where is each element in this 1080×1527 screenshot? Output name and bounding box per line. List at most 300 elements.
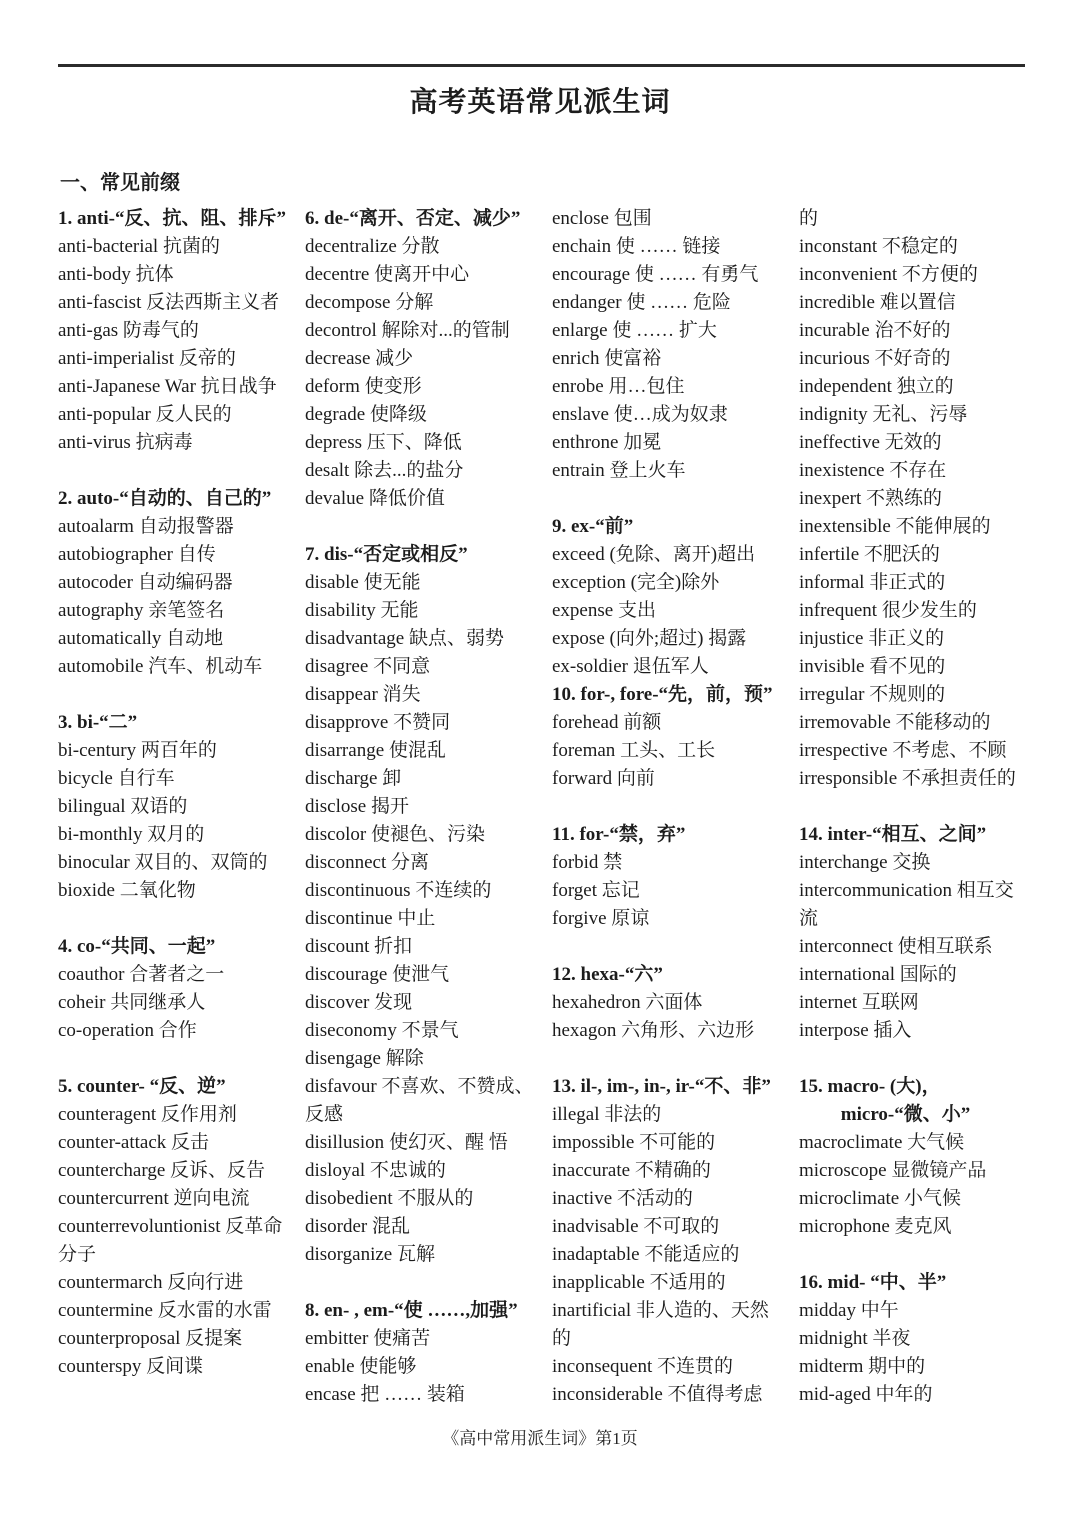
english-word: autocoder [58,572,133,593]
english-word: microclimate [799,1188,900,1209]
word-entry [305,1241,538,1269]
chinese-definition: 使无能 [363,572,421,593]
english-word: binocular [58,852,130,873]
english-word: disfavour [305,1076,377,1097]
chinese-definition: (完全)除外 [630,572,720,593]
english-word: injustice [799,628,864,649]
chinese-definition: 双月的 [147,824,205,845]
word-entry [58,1353,291,1381]
chinese-definition: 中止 [397,908,436,929]
word-entry [799,961,1032,989]
english-word: disclose [305,796,367,817]
chinese-definition: 不方便的 [901,264,978,285]
word-entry [552,1381,785,1409]
chinese-definition: 使 …… 危险 [626,292,731,313]
chinese-definition: 抗菌的 [162,236,220,257]
word-entry [58,821,291,849]
word-entry [58,233,291,261]
english-word: internet [799,992,858,1013]
word-entry [58,737,291,765]
word-entry [799,401,1032,429]
word-entry [305,765,538,793]
word-entry [305,1213,538,1241]
english-word: anti-imperialist [58,348,175,369]
word-entry [799,1129,1032,1157]
chinese-definition: 减少 [375,348,414,369]
chinese-definition: 忘记 [601,880,640,901]
english-word: disapprove [305,712,389,733]
word-entry [552,597,785,625]
english-word: incurable [799,320,870,341]
word-entry [552,1297,785,1353]
chinese-definition: 不服从的 [397,1188,474,1209]
english-word: midnight [799,1328,868,1349]
english-word: microscope [799,1160,887,1181]
word-entry [58,1017,291,1045]
chinese-definition: 使变形 [364,376,422,397]
word-entry [305,877,538,905]
word-entry [58,345,291,373]
word-entry [799,569,1032,597]
word-entry [799,513,1032,541]
chinese-definition: 相互交流 [799,880,1014,929]
chinese-definition: 使相互联系 [897,936,993,957]
english-word: disorganize [305,1244,393,1265]
word-entry [305,401,538,429]
chinese-definition: 半夜 [872,1328,911,1349]
word-entry [799,1381,1032,1409]
english-word: embitter [305,1328,369,1349]
chinese-definition: 不稳定的 [881,236,958,257]
chinese-definition: (向外;超过) 揭露 [609,628,747,649]
chinese-definition: 反革命分子 [58,1216,283,1265]
word-entry [799,1353,1032,1381]
prefix-heading: 1. anti-“反、抗、阻、排斥” [58,208,287,229]
english-word: decentre [305,264,370,285]
word-entry [552,233,785,261]
prefix-heading: 7. dis-“否定或相反” [305,544,468,565]
english-word: coauthor [58,964,125,985]
chinese-definition: 禁 [603,852,623,873]
chinese-definition: 不熟练的 [866,488,943,509]
word-entry [799,1325,1032,1353]
english-word: counteragent [58,1104,157,1125]
word-entry [58,1101,291,1129]
chinese-definition: 抗体 [135,264,174,285]
chinese-definition: 支出 [617,600,656,621]
chinese-definition: 治不好的 [874,320,951,341]
english-word: automobile [58,656,144,677]
chinese-definition: 无能 [380,600,419,621]
word-entry [552,345,785,373]
chinese-definition: 不能移动的 [895,712,991,733]
english-word: indignity [799,404,868,425]
word-entry [305,933,538,961]
english-word: mid-aged [799,1384,871,1405]
chinese-definition: 不赞同 [393,712,451,733]
english-word: infrequent [799,600,878,621]
chinese-definition: 二氧化物 [119,880,196,901]
english-word: autoalarm [58,516,134,537]
word-entry [552,373,785,401]
english-word: disconnect [305,852,387,873]
chinese-definition: 不考虑、不顾 [892,740,1007,761]
word-entry [799,317,1032,345]
chinese-definition: 使…成为奴隶 [613,404,728,425]
english-word: countercharge [58,1160,166,1181]
chinese-definition: 解除 [385,1048,424,1069]
chinese-definition: 中午 [860,1300,899,1321]
word-entry [552,1017,785,1045]
english-word: irremovable [799,712,891,733]
word-entry [305,681,538,709]
word-entry [305,1073,538,1129]
chinese-definition: 缺点、弱势 [408,628,504,649]
prefix-heading: 16. mid- “中、半” [799,1272,947,1293]
word-entry [58,653,291,681]
chinese-definition: 共同继承人 [110,992,206,1013]
chinese-definition: 不能适应的 [644,1244,740,1265]
chinese-definition: 不可能的 [639,1132,716,1153]
chinese-definition: 非法的 [604,1104,662,1125]
section-heading: 一、常见前缀 [60,172,180,194]
prefix-heading: 2. auto-“自动的、自己的” [58,488,272,509]
word-entry [305,1157,538,1185]
english-word: inextensible [799,516,891,537]
chinese-definition: 反击 [171,1132,210,1153]
english-word: anti-popular [58,404,151,425]
word-entry [305,1381,538,1409]
chinese-definition: 很少发生的 [881,600,977,621]
english-word: illegal [552,1104,600,1125]
word-entry [58,429,291,457]
word-entry [58,289,291,317]
english-word: enthrone [552,432,619,453]
chinese-definition: 无礼、污辱 [872,404,968,425]
chinese-definition: 国际的 [899,964,957,985]
word-entry [305,261,538,289]
chinese-definition: 不好奇的 [874,348,951,369]
chinese-definition: 使褪色、污染 [370,824,485,845]
chinese-definition: 麦克风 [894,1216,952,1237]
english-word: enchain [552,236,612,257]
word-entry [799,737,1032,765]
chinese-definition: 不能伸展的 [895,516,991,537]
word-entry [305,905,538,933]
chinese-definition: 揭开 [370,796,409,817]
chinese-definition: 不存在 [889,460,947,481]
word-entry [552,569,785,597]
chinese-definition: 逆向电流 [173,1188,250,1209]
english-word: enrobe [552,376,604,397]
english-word: co-operation [58,1020,155,1041]
english-word: desalt [305,460,350,481]
chinese-definition: 分离 [391,852,430,873]
word-entry [799,345,1032,373]
english-word: counterrevoluntionist [58,1216,221,1237]
english-word: discourage [305,964,388,985]
english-word: autography [58,600,144,621]
chinese-definition: 不精确的 [634,1160,711,1181]
english-word: bioxide [58,880,115,901]
chinese-definition: 前额 [623,712,662,733]
word-entry [552,989,785,1017]
english-word: forward [552,768,613,789]
chinese-definition: 分解 [395,292,434,313]
chinese-definition: 消失 [382,684,421,705]
word-entry [552,625,785,653]
word-entry [305,485,538,513]
word-entry [58,1325,291,1353]
prefix-heading: 8. en- , em-“使 ……,加强” [305,1300,518,1321]
chinese-definition: 用…包住 [608,376,685,397]
word-entry [58,961,291,989]
word-entry [799,373,1032,401]
english-word: coheir [58,992,106,1013]
chinese-definition: 不承担责任的 [901,768,1016,789]
english-word: international [799,964,896,985]
prefix-heading: 14. inter-“相互、之间” [799,824,987,845]
chinese-definition: 中年的 [875,1384,933,1405]
english-word: inexistence [799,460,885,481]
column-2 [305,205,538,1409]
word-entry [305,793,538,821]
word-entry [305,597,538,625]
word-entry [552,1185,785,1213]
english-word: anti-body [58,264,131,285]
word-entry [799,429,1032,457]
english-word: countermine [58,1300,153,1321]
word-entry [58,597,291,625]
english-word: countercurrent [58,1188,169,1209]
word-entry [552,1129,785,1157]
chinese-definition: 使能够 [359,1356,417,1377]
chinese-definition: 小气候 [903,1188,961,1209]
prefix-heading: 15. macro- (大)，micro-“微、小” [799,1076,971,1125]
chinese-definition: 自动报警器 [138,516,234,537]
chinese-definition: 使离开中心 [374,264,470,285]
word-entry [552,709,785,737]
word-entry [58,625,291,653]
chinese-definition: 无效的 [884,432,942,453]
english-word: disillusion [305,1132,385,1153]
word-entry [58,1129,291,1157]
chinese-definition: 加冕 [623,432,662,453]
word-entry [58,765,291,793]
word-entry [305,1045,538,1073]
chinese-definition: 不适用的 [649,1272,726,1293]
word-entry [58,1269,291,1297]
english-word: irrespective [799,740,888,761]
word-entry [799,597,1032,625]
english-word: inconsiderable [552,1384,663,1405]
word-entry [552,289,785,317]
word-entry [799,625,1032,653]
word-entry [799,205,1032,233]
chinese-definition: 反间谍 [146,1356,204,1377]
word-entry [305,653,538,681]
english-word: forehead [552,712,619,733]
chinese-definition: 防毒气的 [122,320,199,341]
chinese-definition: 反法西斯主义者 [146,292,280,313]
english-word: midday [799,1300,856,1321]
chinese-definition: 不连贯的 [657,1356,734,1377]
english-word: anti-Japanese War [58,376,196,397]
word-entry [58,1185,291,1213]
english-word: interconnect [799,936,893,957]
prefix-heading: 6. de-“离开、否定、减少” [305,208,521,229]
chinese-definition: 向前 [616,768,655,789]
word-entry [799,877,1032,933]
word-entry [552,1157,785,1185]
chinese-definition: 显微镜产品 [891,1160,987,1181]
chinese-definition: 不同意 [373,656,431,677]
chinese-definition: 双目的、双筒的 [134,852,268,873]
english-word: inexpert [799,488,862,509]
english-word: inartificial [552,1300,632,1321]
word-entry [58,513,291,541]
word-entry [58,317,291,345]
english-word: anti-bacterial [58,236,159,257]
word-entry [305,569,538,597]
word-entry [58,261,291,289]
english-word: disagree [305,656,369,677]
word-entry [552,205,785,233]
chinese-definition: 反诉、反告 [170,1160,266,1181]
english-word: enslave [552,404,609,425]
english-word: discover [305,992,370,1013]
word-entry [305,849,538,877]
english-word: depress [305,432,362,453]
chinese-definition: 登上火车 [609,460,686,481]
chinese-definition: 合著者之一 [129,964,225,985]
chinese-definition: 双语的 [130,796,188,817]
english-word: devalue [305,488,365,509]
english-word: discount [305,936,370,957]
word-entry [552,765,785,793]
word-entry [305,233,538,261]
english-word: expose [552,628,605,649]
english-word: infertile [799,544,860,565]
chinese-definition: (免除、离开)超出 [609,544,756,565]
english-word: enrich [552,348,600,369]
word-entry [58,1157,291,1185]
english-word: incredible [799,292,875,313]
chinese-definition: 汽车、机动车 [148,656,263,677]
chinese-definition: 退伍军人 [632,656,709,677]
word-entry [552,849,785,877]
word-entry [305,1017,538,1045]
word-entry [799,233,1032,261]
english-word: decrease [305,348,371,369]
chinese-definition: 使幻灭、醒 悟 [388,1132,508,1153]
english-word: exceed [552,544,605,565]
english-word: forbid [552,852,599,873]
word-entry [799,989,1032,1017]
chinese-definition: 除去...的盐分 [354,460,464,481]
chinese-definition: 瓦解 [397,1244,436,1265]
english-word: entrain [552,460,605,481]
word-entry [552,401,785,429]
english-word: inconsequent [552,1356,653,1377]
word-entry [305,821,538,849]
english-word: microphone [799,1216,890,1237]
word-entry [305,373,538,401]
chinese-definition: 反作用剂 [160,1104,237,1125]
english-word: informal [799,572,865,593]
chinese-definition: 不喜欢、不赞成、反感 [305,1076,534,1125]
chinese-definition: 降低价值 [368,488,445,509]
word-entry [552,541,785,569]
word-entry [305,625,538,653]
word-entry [58,1213,291,1269]
word-entry [552,457,785,485]
word-entry [58,877,291,905]
english-word: anti-fascist [58,292,142,313]
chinese-definition: 使富裕 [604,348,662,369]
english-word: enclose [552,208,609,229]
word-entry [305,961,538,989]
chinese-definition: 使痛苦 [373,1328,431,1349]
english-word: disloyal [305,1160,366,1181]
english-word: encourage [552,264,631,285]
chinese-definition: 不可取的 [643,1216,720,1237]
english-word: disarrange [305,740,385,761]
english-word: disadvantage [305,628,405,649]
english-word: disengage [305,1048,381,1069]
chinese-definition: 两百年的 [140,740,217,761]
columns-container [58,205,1032,1409]
english-word: disorder [305,1216,368,1237]
english-word: enable [305,1356,355,1377]
prefix-heading: 5. counter- “反、逆” [58,1076,226,1097]
word-entry [799,1297,1032,1325]
chinese-definition: 不活动的 [616,1188,693,1209]
word-entry [552,1213,785,1241]
word-entry [799,765,1032,793]
chinese-definition: 解除对...的管制 [381,320,510,341]
english-word: decontrol [305,320,377,341]
chinese-definition: 非正义的 [868,628,945,649]
column-4 [799,205,1032,1409]
english-word: discharge [305,768,378,789]
word-entry [305,1129,538,1157]
english-word: interpose [799,1020,869,1041]
chinese-definition: 六面体 [645,992,703,1013]
chinese-definition: 不值得考虑 [667,1384,763,1405]
english-word: anti-gas [58,320,119,341]
english-word: decentralize [305,236,397,257]
word-entry [305,429,538,457]
english-word: counterspy [58,1356,142,1377]
word-entry [799,849,1032,877]
word-entry [552,1353,785,1381]
column-1 [58,205,291,1409]
word-entry [799,261,1032,289]
english-word: counterproposal [58,1328,181,1349]
english-word: discontinuous [305,880,411,901]
prefix-heading: 3. bi-“二” [58,712,138,733]
chinese-definition: 把 …… 装箱 [360,1384,465,1405]
chinese-definition: 使 …… 扩大 [612,320,717,341]
english-word: diseconomy [305,1020,397,1041]
chinese-definition: 工头、工长 [620,740,716,761]
chinese-definition: 六角形、六边形 [621,1020,755,1041]
chinese-definition: 使 …… 有勇气 [634,264,759,285]
english-word: deform [305,376,360,397]
english-word: hexahedron [552,992,641,1013]
word-entry [305,1325,538,1353]
